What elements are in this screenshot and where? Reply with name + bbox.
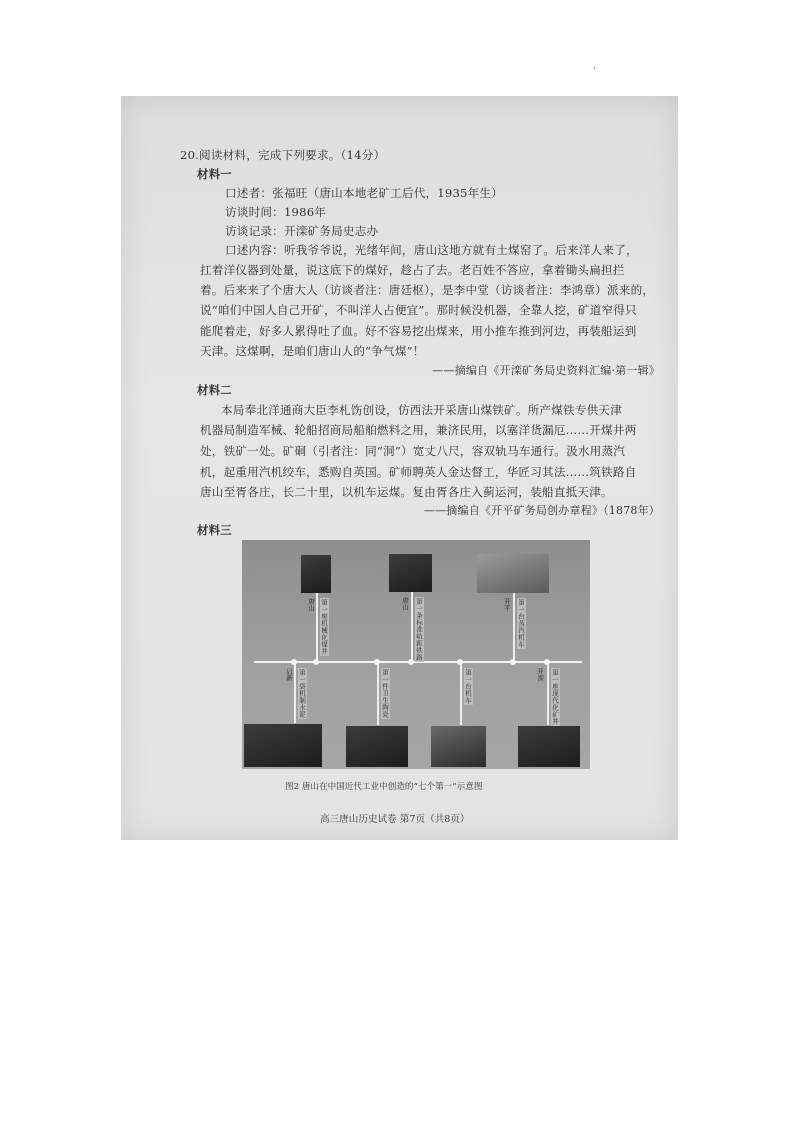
seven-firsts-figure <box>242 540 590 769</box>
m1-line: 说“咱们中国人自己开矿，不叫洋人占便宜”。那时候没机器，全靠人挖，矿道窄得只 <box>200 303 637 317</box>
m1-line: 访谈时间：1986年 <box>225 205 327 219</box>
m1-line: 能爬着走，好多人累得吐了血。好不容易挖出煤来，用小推车推到河边，再装船运到 <box>200 324 637 338</box>
top-label: 第一座机械化煤井 <box>320 599 328 655</box>
page-footer: 高三唐山历史试卷 第7页（共8页） <box>320 814 470 825</box>
m2-line: 本局奉北洋通商大臣李札饬创设，仿西法开采唐山煤铁矿。所产煤铁专供天津 <box>221 403 622 417</box>
m1-line: 访谈记录：开滦矿务局史志办 <box>225 224 379 238</box>
timeline-node <box>544 659 550 665</box>
bottom-label: 第一台机车 <box>464 669 472 704</box>
m1-source: ——摘编自《开滦矿务局史资料汇编·第一辑》 <box>432 364 660 377</box>
timeline-node <box>313 659 319 665</box>
cement-plant-photo <box>244 724 322 767</box>
bottom-label: 第一件卫生陶瓷 <box>381 669 389 718</box>
m1-line: 着。后来来了个唐大人（访谈者注：唐廷枢），是李中堂（访谈者注：李鸿章）派来的， <box>200 283 655 297</box>
timeline-node <box>510 659 516 665</box>
factory-gate-photo <box>431 726 486 767</box>
top-side-label: 唐山 <box>401 597 409 610</box>
modern-mine-photo <box>518 726 580 767</box>
top-side-label: 唐山 <box>307 598 315 611</box>
connector <box>513 593 515 661</box>
connector <box>411 592 413 661</box>
locomotive-photo <box>477 554 549 593</box>
ceramics-photo <box>346 726 408 767</box>
connector <box>547 663 549 725</box>
bottom-label: 第一座现代化矿井 <box>551 669 559 725</box>
material-3-heading: 材料三 <box>197 523 232 537</box>
bottom-side-label: 开滦 <box>536 668 544 681</box>
connector <box>316 593 318 661</box>
mine-shaft-photo <box>301 555 331 593</box>
railway-photo <box>389 554 432 592</box>
m2-source: ——摘编自《开平矿务局创办章程》（1878年） <box>423 504 660 517</box>
material-2-heading: 材料二 <box>197 383 232 397</box>
question-title: 20.阅读材料，完成下列要求。（14分） <box>180 148 386 162</box>
stray-dot: · <box>593 64 597 75</box>
material-1-heading: 材料一 <box>197 167 232 181</box>
m2-line: 机，起重用汽机绞车，悉购自英国。矿师聘英人金达督工，华匠习其法……筑铁路自 <box>200 465 637 479</box>
top-label: 第一条标准轨距铁路 <box>415 598 423 661</box>
timeline-node <box>408 659 414 665</box>
bottom-label: 第一袋机制水泥 <box>298 669 306 718</box>
timeline-node <box>457 659 463 665</box>
top-label: 第一台蒸汽机车 <box>517 599 525 648</box>
m1-line: 口述内容：听我爷爷说，光绪年间，唐山这地方就有土煤窑了。后来洋人来了， <box>225 243 638 257</box>
timeline-node <box>291 659 297 665</box>
m2-line: 处，铁矿一处。矿硐（引者注：同“洞”）宽丈八尺，容双轨马车通行。汲水用蒸汽 <box>200 444 626 458</box>
connector <box>377 663 379 725</box>
figure-caption: 图2 唐山在中国近代工业中创造的“七个第一”示意图 <box>285 782 483 792</box>
connector <box>294 663 296 723</box>
m2-line: 唐山至胥各庄，长二十里，以机车运煤。复由胥各庄入蓟运河，装船直抵天津。 <box>200 485 613 499</box>
timeline-node <box>374 659 380 665</box>
m2-line: 机器局制造军械、轮船招商局船舶燃料之用，兼济民用，以塞洋货漏厄……开煤井两 <box>200 423 637 437</box>
connector <box>460 663 462 725</box>
bottom-side-label: 启新 <box>285 668 293 681</box>
top-side-label: 开平 <box>503 598 511 611</box>
m1-line: 扛着洋仪器到处量，说这底下的煤好，趁占了去。老百姓不答应，拿着锄头扁担拦 <box>200 263 625 277</box>
m1-line: 天津。这煤啊，是咱们唐山人的“争气煤”！ <box>200 344 425 358</box>
exam-page-photo <box>121 96 678 840</box>
m1-line: 口述者：张福旺（唐山本地老矿工后代，1935年生） <box>225 186 503 200</box>
